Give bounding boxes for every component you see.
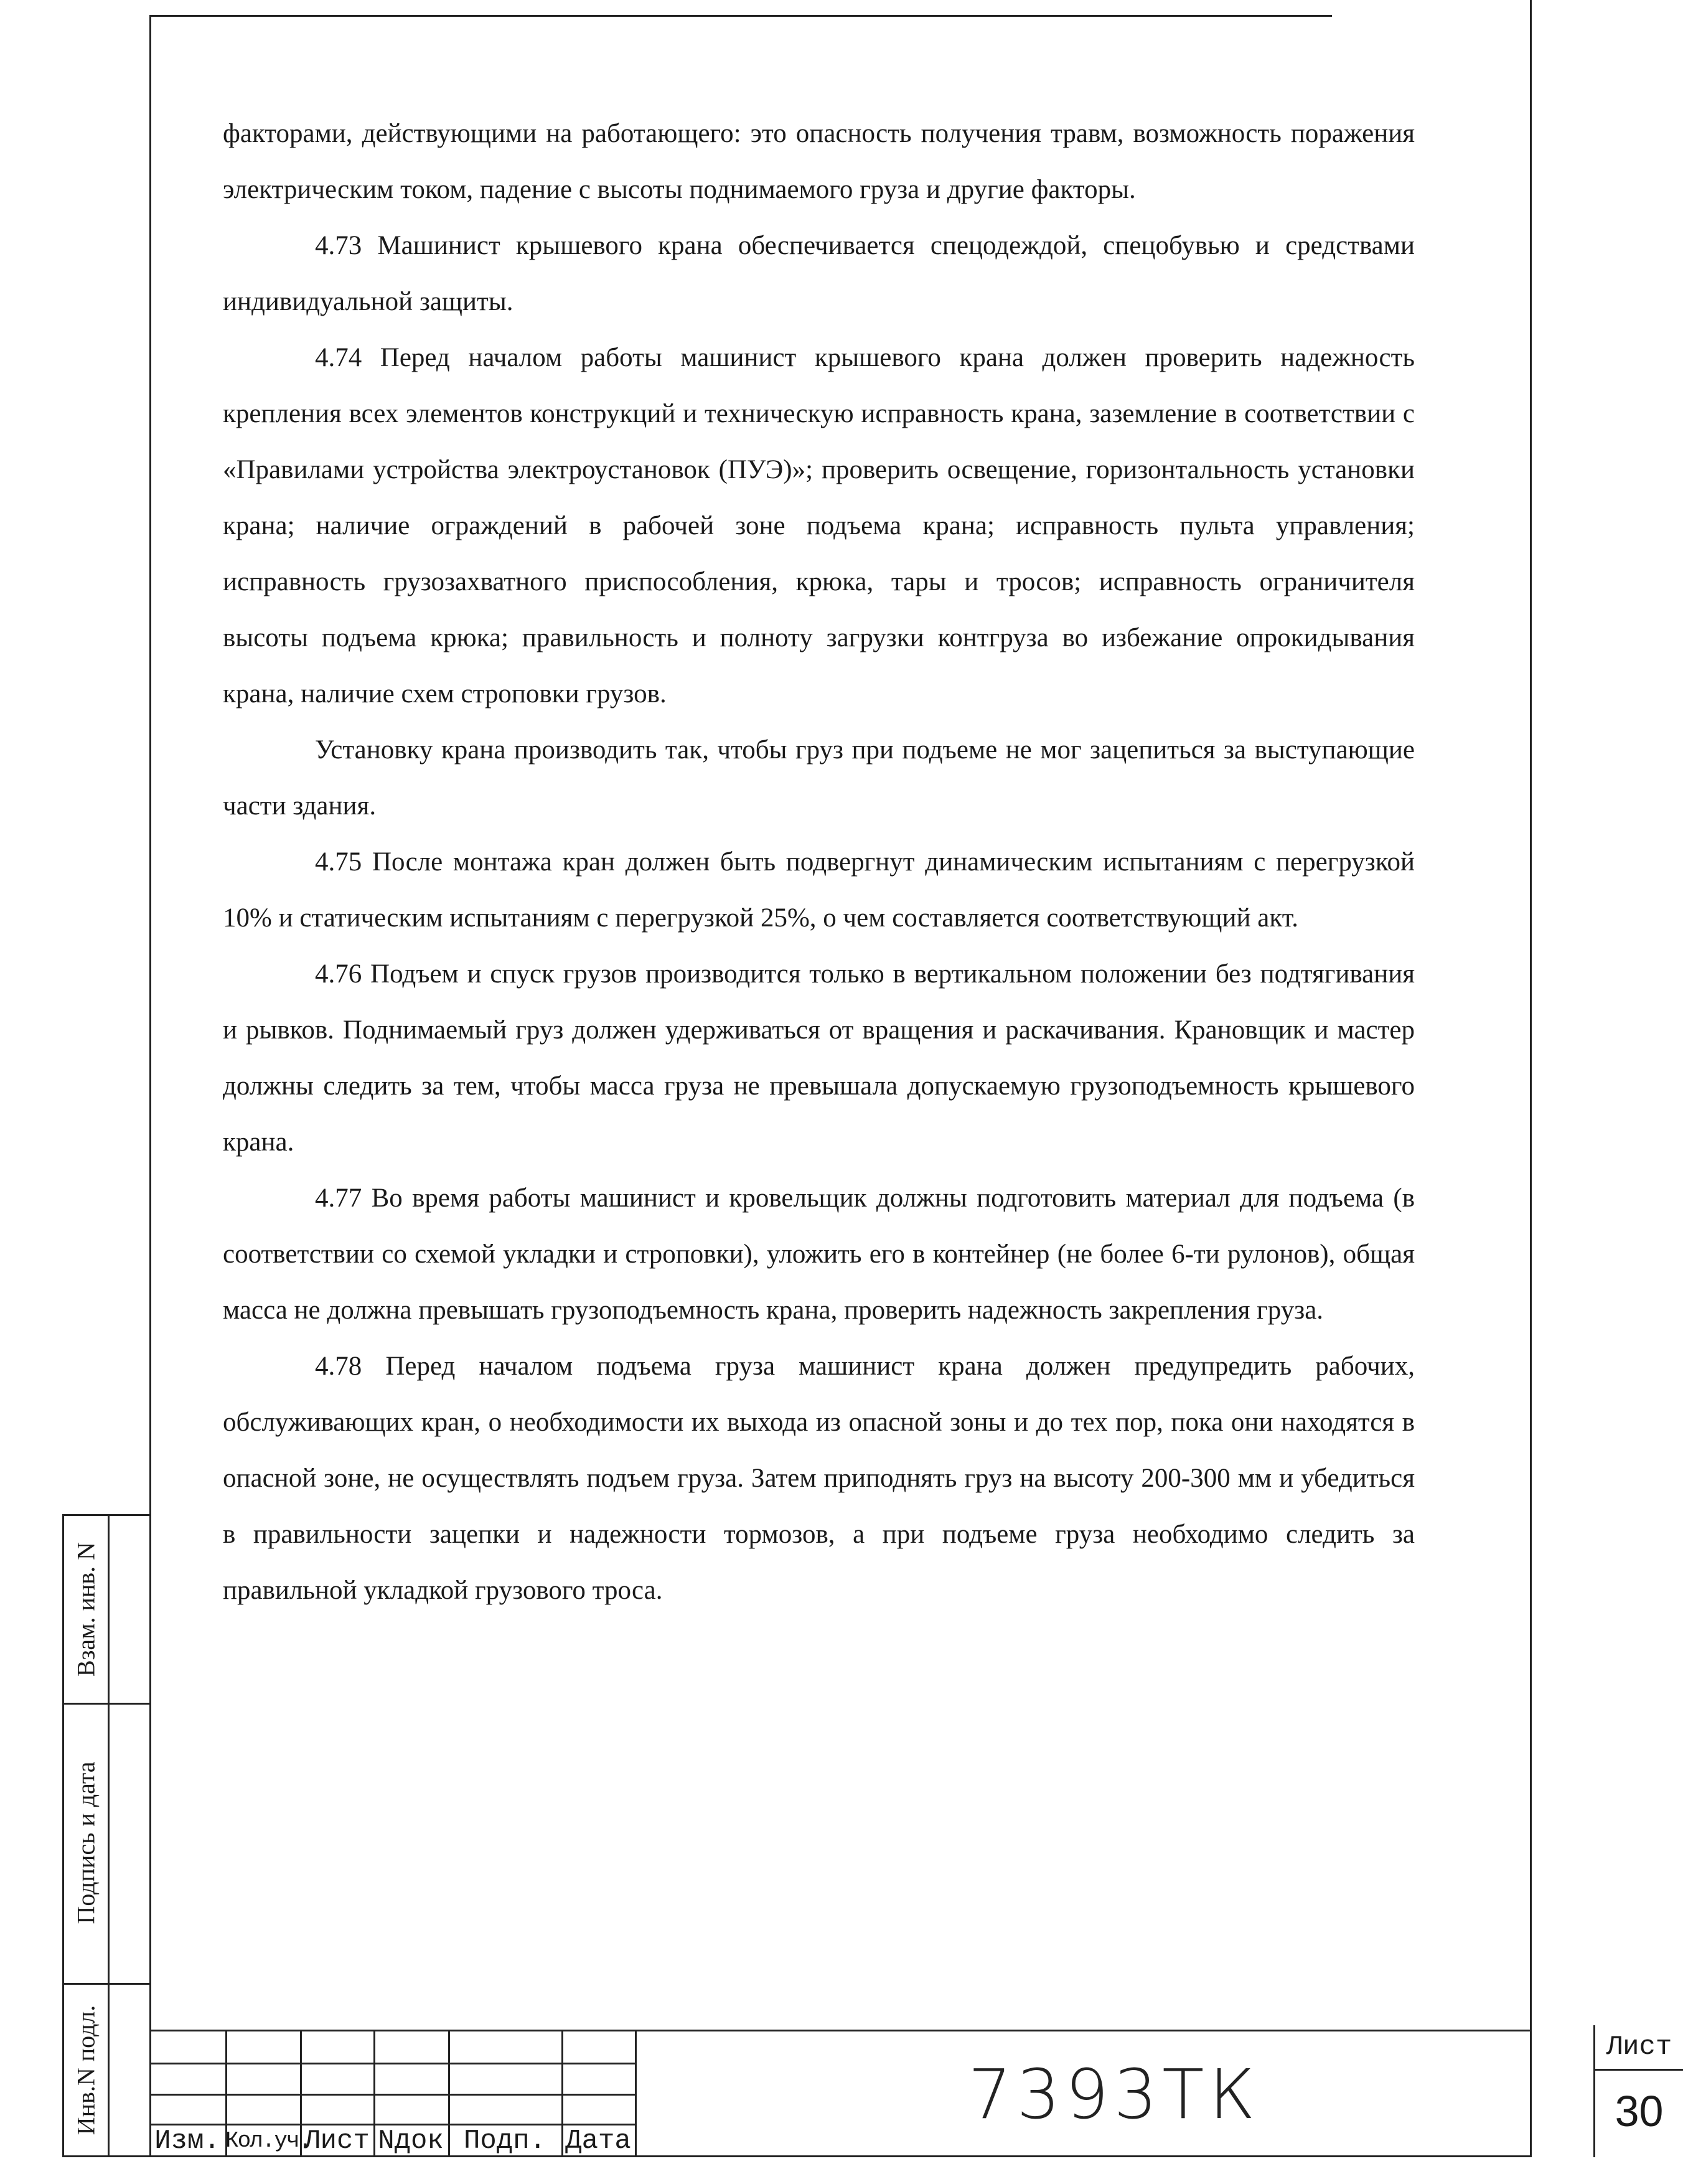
frame-top-border — [149, 15, 1332, 17]
title-block-grid — [149, 2031, 635, 2157]
paragraph: факторами, действующими на работающего: это опасность получения травм, возможность поражения электрическим током, падение с высоты поднимаемого груза и другие факторы. — [223, 119, 1415, 204]
document-body — [223, 106, 1415, 1619]
title-block — [149, 2030, 1672, 2157]
side-stamp-divider — [108, 1516, 110, 2157]
paragraph: 4.76 Подъем и спуск грузов производится только в вертикальном положении без подтягивания и рывков. Поднимаемый груз должен удерживаться от вращения и раскачивания. Крановщик и мастер должны следить за тем, чтобы масса груза не превышала допускаемую грузоподъемность крышевого крана. — [223, 959, 1415, 1157]
title-block-header: Лист — [304, 2125, 370, 2157]
paragraph: 4.77 Во время работы машинист и кровельщик должны подготовить материал для подъема (в соответствии со схемой укладки и строповки), уложить его в контейнер (не более 6-ти рулонов), общая масса не должна превышать грузоподъемность крана, проверить надежность закрепления груза. — [223, 1184, 1415, 1325]
sheet-number: 30 — [1615, 2087, 1664, 2135]
sheet-label: Лист — [1606, 2031, 1672, 2063]
title-block-header: Nдок — [378, 2125, 444, 2157]
paragraph: 4.78 Перед началом подъема груза машинист крана должен предупредить рабочих, обслуживающих кран, о необходимости их выхода из опасной зоны и до тех пор, пока они находятся в опасной зоне, не осуществлять подъем груза. Затем приподнять груз на высоту 200-300 мм и убедиться в правильности зацепки и надежности тормозов, а при подъеме груза необходимо следить за правильной укладкой грузового троса. — [223, 1352, 1415, 1605]
title-block-header: Подп. — [463, 2125, 546, 2157]
side-stamp — [62, 1514, 151, 2157]
title-block-header: Дата — [565, 2125, 631, 2157]
title-block-header: Изм. — [154, 2125, 220, 2157]
paragraph: 4.75 После монтажа кран должен быть подвергнут динамическим испытаниям с перегрузкой 10% и статическим испытаниям с перегрузкой 25%, о чем составляется соответствующий акт. — [223, 847, 1415, 933]
side-stamp-podpis-data: Подпись и дата — [72, 1761, 100, 1924]
side-stamp-vzam-inv: Взам. инв. N — [72, 1542, 100, 1677]
side-stamp-inv-podl: Инв.N подл. — [72, 2005, 100, 2135]
paragraph: Установку крана производить так, чтобы груз при подъеме не мог зацепиться за выступающие части здания. — [223, 735, 1415, 821]
frame-right-border — [1530, 0, 1532, 2157]
sheet-divider — [1595, 2069, 1683, 2071]
paragraph: 4.73 Машинист крышевого крана обеспечивается спецодеждой, спецобувью и средствами индивидуальной защиты. — [223, 231, 1415, 316]
document-code: 7393ТК — [968, 2055, 1260, 2134]
title-block-header: Кол.уч. — [225, 2128, 311, 2153]
paragraph: 4.74 Перед началом работы машинист крышевого крана должен проверить надежность крепления всех элементов конструкций и техническую исправность крана, заземление в соответствии с «Правилами устройства электроустановок (ПУЭ)»; проверить освещение, горизонтальность установки крана; наличие ограждений в рабочей зоне подъема крана; исправность пульта управления; исправность грузозахватного приспособления, крюка, тары и тросов; исправность ограничителя высоты подъема крюка; правильность и полноту загрузки контгруза во избежание опрокидывания крана, наличие схем строповки грузов. — [223, 343, 1415, 708]
sheet-box — [1593, 2025, 1683, 2157]
